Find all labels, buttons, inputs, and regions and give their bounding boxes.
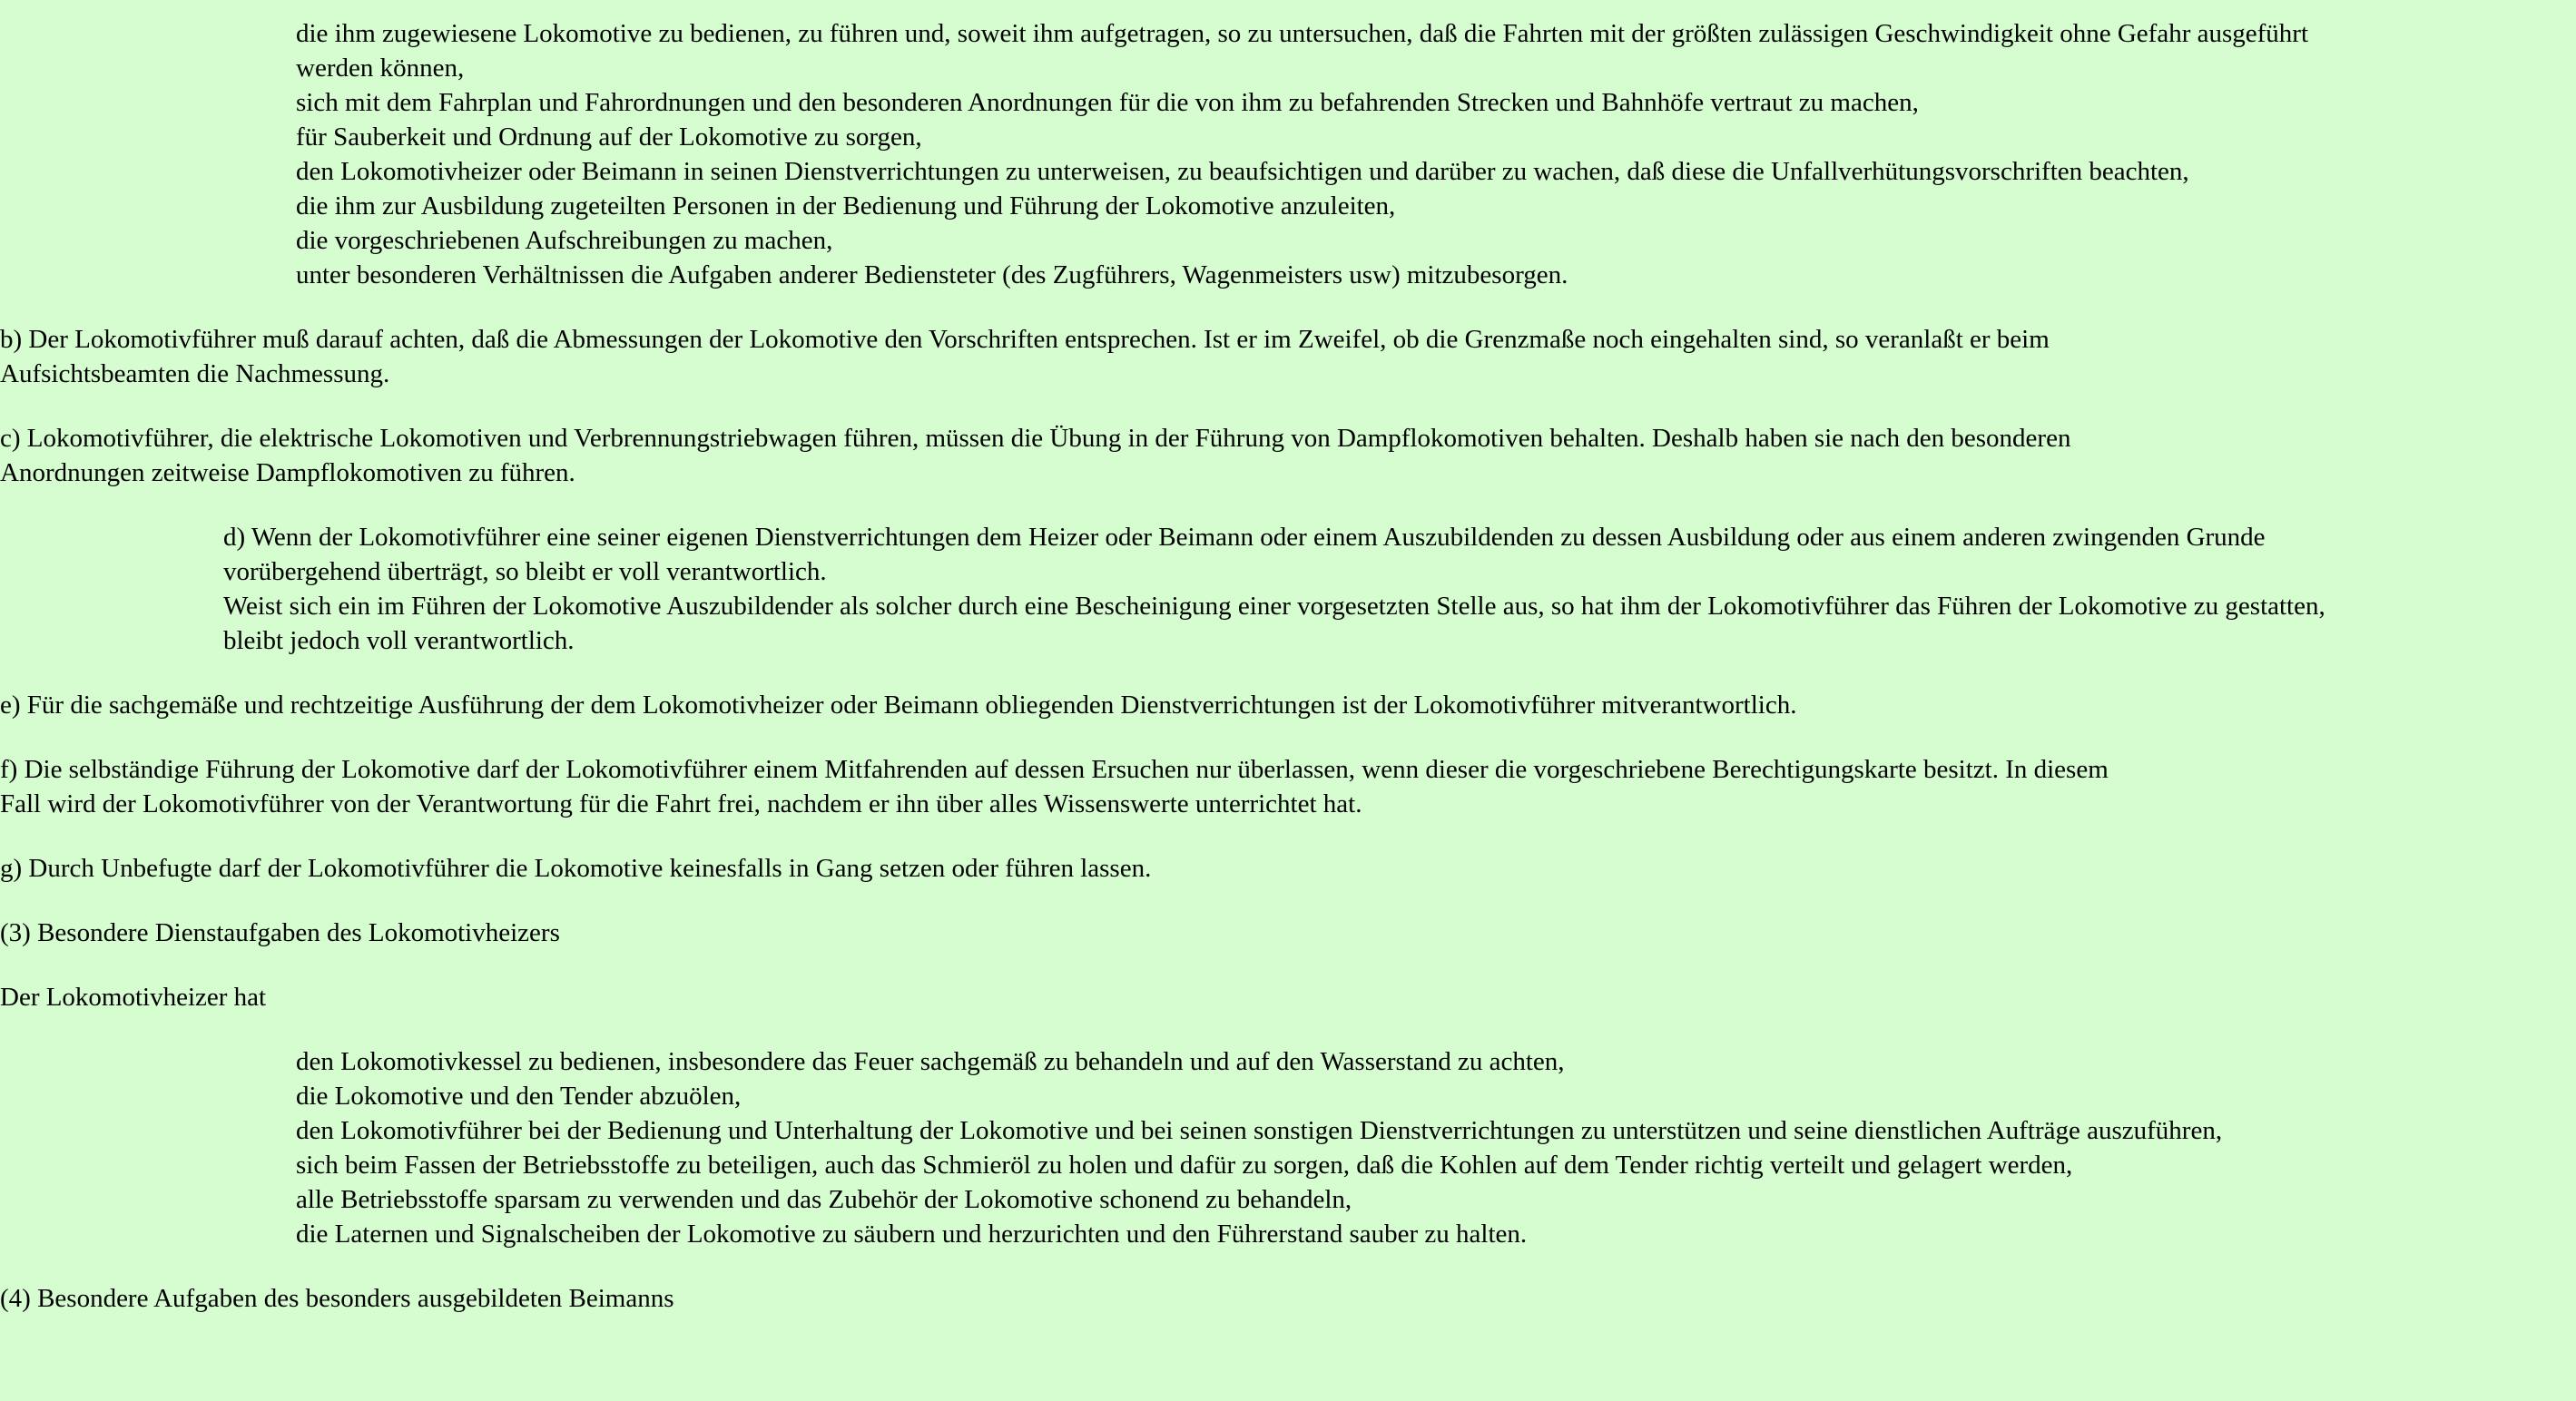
- list-item: alle Betriebsstoffe sparsam zu verwenden und das Zubehör der Lokomotive schonend zu behandeln,: [296, 1185, 1352, 1214]
- duties-list-lokomotivheizer: [296, 1044, 2356, 1251]
- duties-list-lokomotivfuehrer: [296, 16, 2356, 292]
- paragraph-f: f) Die selbständige Führung der Lokomotive darf der Lokomotivführer einem Mitfahrenden auf dessen Ersuchen nur überlassen, wenn dieser die vorgeschriebene Berechtigungskarte besitzt. In diesem Fall wird der Lokomotivführer von der Verantwortung für die Fahrt frei, nachdem er ihn über alles Wissenswerte unterrichtet hat.: [0, 755, 2109, 818]
- paragraph-c: c) Lokomotivführer, die elektrische Lokomotiven und Verbrennungstriebwagen führen, müssen die Übung in der Führung von Dampflokomotiven behalten. Deshalb haben sie nach den besonderen Anordnungen zeitweise Dampflokomotiven zu führen.: [0, 424, 2071, 487]
- list-item: sich mit dem Fahrplan und Fahrordnungen und den besonderen Anordnungen für die von ihm zu befahrenden Strecken und Bahnhöfe vertraut zu machen,: [296, 88, 1919, 117]
- document-body: [0, 16, 2576, 1316]
- list-item: unter besonderen Verhältnissen die Aufgaben anderer Bediensteter (des Zugführers, Wagenmeisters usw) mitzubesorgen.: [296, 260, 1568, 289]
- section-heading-3: (3) Besondere Dienstaufgaben des Lokomotivheizers: [0, 918, 560, 947]
- paragraph-d: [223, 520, 2365, 658]
- list-item: die ihm zugewiesene Lokomotive zu bedienen, zu führen und, soweit ihm aufgetragen, so zu untersuchen, daß die Fahrten mit der größten zulässigen Geschwindigkeit ohne Gefahr ausgeführt werden können,: [296, 19, 2309, 83]
- section-3-intro: Der Lokomotivheizer hat: [0, 983, 267, 1012]
- list-item: sich beim Fassen der Betriebsstoffe zu beteiligen, auch das Schmieröl zu holen und dafür zu sorgen, daß die Kohlen auf dem Tender richtig verteilt und gelagert werden,: [296, 1151, 2073, 1180]
- list-item: für Sauberkeit und Ordnung auf der Lokomotive zu sorgen,: [296, 122, 922, 152]
- list-item: die vorgeschriebenen Aufschreibungen zu machen,: [296, 226, 833, 255]
- list-item: den Lokomotivkessel zu bedienen, insbesondere das Feuer sachgemäß zu behandeln und auf den Wasserstand zu achten,: [296, 1047, 1565, 1076]
- paragraph-d-part-2: Weist sich ein im Führen der Lokomotive Auszubildender als solcher durch eine Bescheinigung einer vorgesetzten Stelle aus, so hat ihm der Lokomotivführer das Führen der Lokomotive zu gestatten, bleibt jedoch voll verantwortlich.: [223, 592, 2325, 655]
- list-item: die ihm zur Ausbildung zugeteilten Personen in der Bedienung und Führung der Lokomotive anzuleiten,: [296, 191, 1396, 220]
- paragraph-d-part-1: d) Wenn der Lokomotivführer eine seiner eigenen Dienstverrichtungen dem Heizer oder Beimann oder einem Auszubildenden zu dessen Ausbildung oder aus einem anderen zwingenden Grunde vorübergehend überträgt, so bleibt er voll verantwortlich.: [223, 523, 2266, 586]
- list-item: den Lokomotivheizer oder Beimann in seinen Dienstverrichtungen zu unterweisen, zu beaufsichtigen und darüber zu wachen, daß diese die Unfallverhütungsvorschriften beachten,: [296, 157, 2189, 186]
- list-item: den Lokomotivführer bei der Bedienung und Unterhaltung der Lokomotive und bei seinen sonstigen Dienstverrichtungen zu unterstützen und seine dienstlichen Aufträge auszuführen,: [296, 1116, 2223, 1145]
- section-heading-4: (4) Besondere Aufgaben des besonders ausgebildeten Beimanns: [0, 1284, 674, 1313]
- paragraph-g: g) Durch Unbefugte darf der Lokomotivführer die Lokomotive keinesfalls in Gang setzen oder führen lassen.: [0, 854, 1152, 883]
- paragraph-e: e) Für die sachgemäße und rechtzeitige Ausführung der dem Lokomotivheizer oder Beimann obliegenden Dienstverrichtungen ist der Lokomotivführer mitverantwortlich.: [0, 691, 1797, 720]
- list-item: die Lokomotive und den Tender abzuölen,: [296, 1082, 742, 1111]
- paragraph-b: b) Der Lokomotivführer muß darauf achten, daß die Abmessungen der Lokomotive den Vorschriften entsprechen. Ist er im Zweifel, ob die Grenzmaße noch eingehalten sind, so veranlaßt er beim Aufsichtsbeamten die Nachmessung.: [0, 325, 2050, 388]
- list-item: die Laternen und Signalscheiben der Lokomotive zu säubern und herzurichten und den Führerstand sauber zu halten.: [296, 1220, 1528, 1249]
